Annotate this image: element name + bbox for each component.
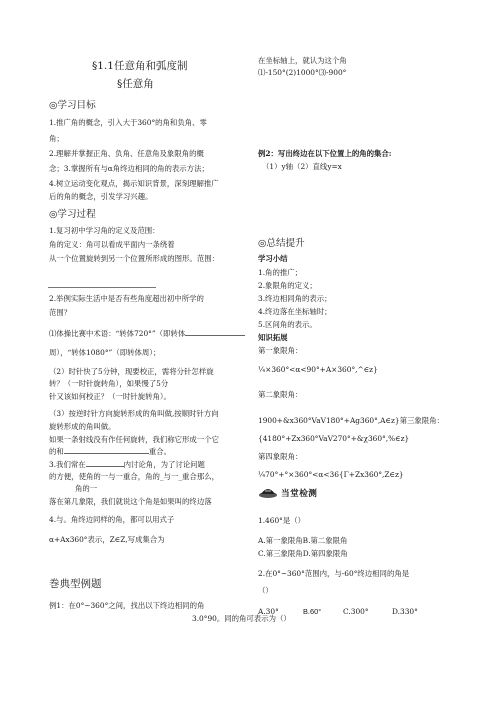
quadrant-2-set: 1900+&x360°VaV180°+Ag360°,A∈z}第三象限角： <box>258 416 444 425</box>
examples-heading: 巻典型例题 <box>49 578 102 590</box>
knowledge-heading: 知识拓展 <box>258 333 288 342</box>
objective-line: 后的角的概念，引发学习兴趣。 <box>49 192 153 201</box>
summary-heading: ◎总结提升 <box>258 238 305 249</box>
summary-item: 3.终边相同角的表示； <box>258 294 332 303</box>
example-1: 例1：在0°~360°之间，找出以下终边相同的角 <box>49 601 205 610</box>
quadrant-4-set: ¼70°+°×360°<α<36{Γ+Zx360°,Z∈z} <box>258 470 404 479</box>
objective-line: 2.理解并掌握正角、负角、任意角及象限角的概 <box>49 149 204 158</box>
quadrant-4-label: 第四象限角： <box>258 452 303 461</box>
fill-blank-line <box>48 287 156 288</box>
process-line <box>49 447 171 456</box>
process-line: 1.复习初中学习角的定义及范围： <box>49 226 160 235</box>
example-1-tail: 3.0°90。同的角可表示为（） <box>192 614 291 623</box>
summary-item: 4.终边落在坐标轴时； <box>258 307 332 316</box>
process-text: ⑴体操比赛中术语：“转体720°”（即转体 <box>49 329 186 338</box>
process-line: 如果一条射线没有作任何旋转，我们称它形成一个它 <box>49 435 219 444</box>
quiz-q2-option-b: B.60° <box>303 607 322 616</box>
fill-blank-line <box>185 329 245 336</box>
quiz-q1-options: A.第一象限角B.第二象限角 <box>258 536 348 545</box>
quiz-heading: 当堂检测 <box>281 489 318 499</box>
example-2 <box>258 149 392 158</box>
process-line <box>49 460 205 469</box>
subsection-title: §任意角 <box>117 78 154 90</box>
quiz-q2-option-a: A.30° <box>258 607 279 616</box>
process-line: （3）按逆时针方向旋转形成的角叫做,按顺时针方向 <box>49 409 219 418</box>
process-line: 范围？ <box>49 308 72 317</box>
section-title: §1.1任意角和弧度制 <box>92 60 188 72</box>
process-line: α+Ax360°表示，Z∈Z,写成集合为 <box>49 535 165 544</box>
process-heading: ◎学习过程 <box>49 209 96 220</box>
study-summary-label: 学习小结 <box>258 254 288 263</box>
continued-line: 在坐标轴上，就认为这个角 <box>258 56 347 65</box>
quiz-question-2: 2.在0°~360°范围内，与-60°终边相同的角是 <box>258 569 410 578</box>
process-line: 的方便，使角的一与一重合，角的_与一_重合那么， <box>49 472 219 481</box>
process-line: 角的定义：角可以看成平面内一条绕着 <box>49 240 175 249</box>
example-2-parts: （1）y轴（2）直线y=x <box>262 162 342 171</box>
continued-line: ⑴-150°(2)1000°⑶-900° <box>258 68 347 77</box>
process-line: 从一个位置旋转到另一个位置所形成的图形。范围： <box>49 254 219 263</box>
process-line: 针又该如何校正？（一时针旋转角）。 <box>49 392 171 401</box>
quadrant-1-set: ¼×360°<α<90°+A×360°,^∈z} <box>258 365 378 374</box>
summary-item: 5.区间角的表示。 <box>258 320 317 329</box>
fill-blank-line <box>64 447 149 454</box>
example-2-label: 例2：写出终边在以下位置上的角的集合: <box>258 149 392 158</box>
process-line <box>49 329 245 338</box>
quiz-logo-icon <box>258 486 278 499</box>
process-text: 的和 <box>49 447 64 456</box>
process-line: 4.与。角终边同样的角，都可以用式子 <box>49 515 175 524</box>
process-text: 内讨论角，为了讨论问题 <box>123 460 205 469</box>
process-line: 2.举例实际生活中是否有些角度超出初中所学的 <box>49 294 204 303</box>
process-line: 转？（一时针旋转角），如果慢了5分 <box>49 379 169 388</box>
quiz-q2-option-c: C.300° <box>343 607 369 616</box>
objective-line: 念；3.掌握所有与α角终边相同的角的表示方法； <box>49 164 209 173</box>
process-line: 周），“转体1080°”（即转体周）； <box>49 348 161 357</box>
objective-line: 4.树立运动变化观点，揭示知识背景，深刻理解推广 <box>49 179 219 188</box>
process-line: （2）时针快了5分钟，现要校正，需将分针怎样旋 <box>49 367 214 376</box>
quadrant-3-set: {4180°+Zx360°VaV270°+&χ360°,%∈z} <box>258 434 410 443</box>
objective-line: 角； <box>49 134 64 143</box>
process-text: 重合。 <box>148 447 171 456</box>
process-line: 角的一 <box>75 484 98 493</box>
process-line: 旋转形成的角叫做。 <box>49 422 116 431</box>
quiz-q2-option-d: D.330° <box>392 607 418 616</box>
summary-item: 1.角的推广； <box>258 268 303 277</box>
objective-line: 1.推广角的概念，引入大于360°的角和负角、零 <box>49 118 207 127</box>
quiz-q2-paren: （） <box>258 586 273 595</box>
objectives-heading: ◎学习目标 <box>49 100 96 111</box>
quiz-question-1: 1.460°是（） <box>258 516 306 525</box>
quiz-q1-options: C.第三象限角D.第四象限角 <box>258 549 348 558</box>
process-text: 3.我们常在 <box>49 460 86 469</box>
quadrant-1-label: 第一象限角： <box>258 346 303 355</box>
fill-blank-line <box>86 460 124 467</box>
quadrant-2-label: 第二象限角： <box>258 390 303 399</box>
process-line: 落在第几象限，我们就说这个角是如果叫的终边落 <box>49 497 212 506</box>
summary-item: 2.象限角的定义； <box>258 281 317 290</box>
